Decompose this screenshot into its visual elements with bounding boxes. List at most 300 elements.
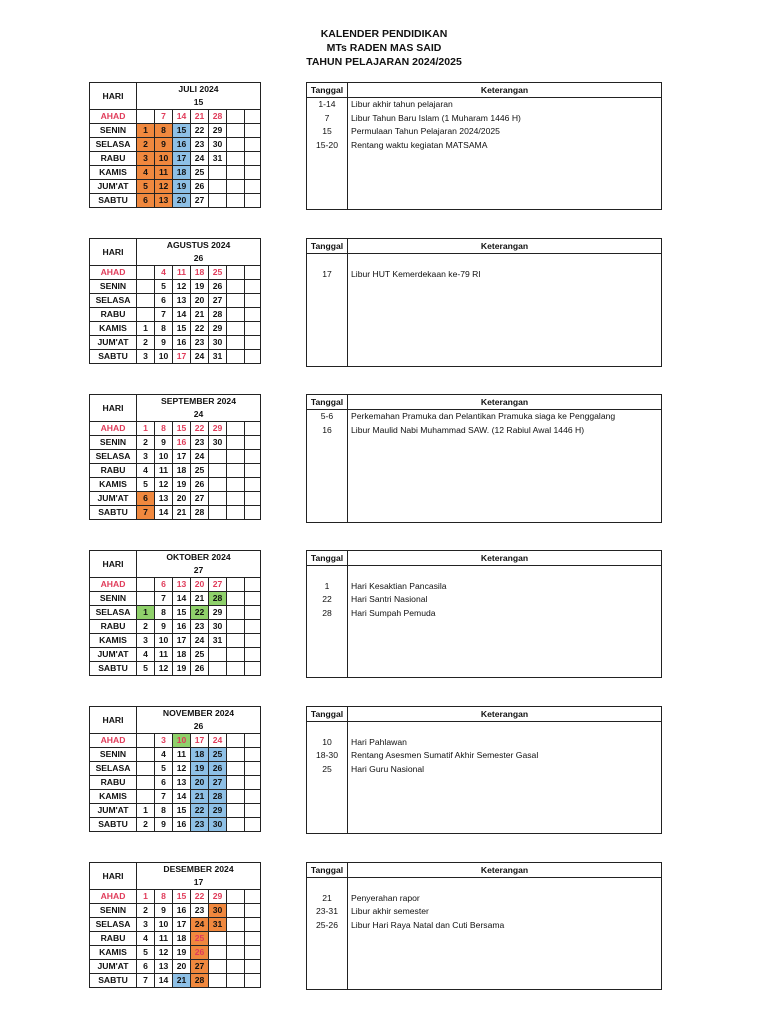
note-date: 5-6 [307, 410, 348, 424]
notes-filler [348, 932, 662, 990]
month-block [0, 862, 768, 998]
day-name: JUM'AT [90, 648, 137, 662]
note-date: 21 [307, 892, 348, 906]
date-cell: 16 [173, 436, 191, 450]
date-cell [209, 166, 227, 180]
date-cell [227, 904, 245, 918]
note-text [348, 566, 662, 580]
date-cell: 10 [155, 634, 173, 648]
date-cell: 27 [191, 960, 209, 974]
date-cell: 13 [155, 960, 173, 974]
date-cell [209, 180, 227, 194]
date-cell: 15 [173, 322, 191, 336]
date-cell: 2 [137, 904, 155, 918]
date-cell [137, 592, 155, 606]
date-cell: 5 [137, 478, 155, 492]
day-name: SABTU [90, 194, 137, 208]
date-cell-empty [245, 578, 261, 592]
hari-header: HARI [90, 239, 137, 266]
date-cell: 27 [191, 492, 209, 506]
date-cell [227, 748, 245, 762]
date-cell: 20 [173, 194, 191, 208]
date-cell: 30 [209, 436, 227, 450]
date-cell: 8 [155, 890, 173, 904]
date-cell: 18 [173, 464, 191, 478]
tanggal-header: Tanggal [307, 551, 348, 566]
month-block [0, 706, 768, 842]
note-text: Libur HUT Kemerdekaan ke-79 RI [348, 268, 662, 282]
date-cell: 30 [209, 818, 227, 832]
keterangan-header: Keterangan [348, 83, 662, 98]
date-cell: 23 [191, 336, 209, 350]
tanggal-header: Tanggal [307, 239, 348, 254]
date-cell-empty [245, 464, 261, 478]
note-date: 15-20 [307, 139, 348, 153]
note-text: Hari Santri Nasional [348, 593, 662, 607]
date-cell: 27 [191, 194, 209, 208]
month-name: AGUSTUS 2024 [137, 239, 261, 253]
date-cell-empty [245, 194, 261, 208]
notes-table [306, 550, 662, 678]
date-cell: 28 [209, 790, 227, 804]
day-name: AHAD [90, 266, 137, 280]
note-text: Hari Pahlawan [348, 736, 662, 750]
effective-days: 17 [137, 876, 261, 890]
date-cell: 9 [155, 818, 173, 832]
date-cell: 13 [173, 294, 191, 308]
date-cell: 26 [209, 762, 227, 776]
date-cell-empty [245, 790, 261, 804]
date-cell: 27 [209, 578, 227, 592]
date-cell: 2 [137, 138, 155, 152]
notes-filler [348, 281, 662, 367]
date-cell: 26 [191, 662, 209, 676]
note-text: Hari Kesaktian Pancasila [348, 580, 662, 594]
date-cell-empty [245, 762, 261, 776]
date-cell [227, 336, 245, 350]
note-text: Libur Hari Raya Natal dan Cuti Bersama [348, 919, 662, 933]
date-cell: 1 [137, 890, 155, 904]
day-name: SENIN [90, 124, 137, 138]
date-cell [227, 308, 245, 322]
month-block [0, 238, 768, 374]
header-school: MTs RADEN MAS SAID [326, 42, 442, 54]
month-block [0, 82, 768, 218]
date-cell [227, 776, 245, 790]
date-cell [227, 890, 245, 904]
date-cell: 17 [173, 152, 191, 166]
date-cell: 21 [191, 110, 209, 124]
date-cell: 26 [209, 280, 227, 294]
date-cell: 23 [191, 138, 209, 152]
date-cell-empty [245, 734, 261, 748]
date-cell: 10 [155, 350, 173, 364]
calendar-table [89, 862, 261, 988]
keterangan-header: Keterangan [348, 551, 662, 566]
date-cell: 22 [191, 890, 209, 904]
date-cell: 14 [173, 790, 191, 804]
date-cell: 4 [155, 266, 173, 280]
date-cell-empty [245, 634, 261, 648]
date-cell: 11 [173, 748, 191, 762]
day-name: RABU [90, 308, 137, 322]
notes-filler [307, 281, 348, 367]
date-cell: 6 [137, 960, 155, 974]
date-cell: 24 [209, 734, 227, 748]
date-cell: 15 [173, 422, 191, 436]
date-cell: 16 [173, 818, 191, 832]
date-cell [227, 818, 245, 832]
date-cell [227, 294, 245, 308]
date-cell-empty [245, 450, 261, 464]
date-cell: 29 [209, 422, 227, 436]
date-cell: 19 [191, 762, 209, 776]
date-cell: 1 [137, 606, 155, 620]
note-text: Penyerahan rapor [348, 892, 662, 906]
day-name: JUM'AT [90, 180, 137, 194]
date-cell: 14 [173, 110, 191, 124]
day-name: RABU [90, 464, 137, 478]
date-cell-empty [245, 436, 261, 450]
date-cell [227, 648, 245, 662]
effective-days: 15 [137, 96, 261, 110]
day-name: SENIN [90, 280, 137, 294]
date-cell: 6 [137, 194, 155, 208]
date-cell: 30 [209, 620, 227, 634]
day-name: AHAD [90, 890, 137, 904]
date-cell [209, 194, 227, 208]
date-cell: 23 [191, 620, 209, 634]
date-cell: 12 [155, 662, 173, 676]
note-date: 10 [307, 736, 348, 750]
note-date: 16 [307, 424, 348, 438]
day-name: SENIN [90, 592, 137, 606]
day-name: SELASA [90, 294, 137, 308]
date-cell: 7 [155, 110, 173, 124]
date-cell: 17 [173, 918, 191, 932]
date-cell: 13 [173, 578, 191, 592]
header-year: TAHUN PELAJARAN 2024/2025 [306, 56, 462, 68]
date-cell: 30 [209, 904, 227, 918]
date-cell-empty [245, 294, 261, 308]
date-cell [227, 578, 245, 592]
date-cell: 15 [173, 606, 191, 620]
date-cell: 12 [173, 280, 191, 294]
calendar-table [89, 238, 261, 364]
date-cell: 7 [155, 308, 173, 322]
hari-header: HARI [90, 395, 137, 422]
date-cell [227, 110, 245, 124]
day-name: KAMIS [90, 166, 137, 180]
date-cell [227, 592, 245, 606]
date-cell: 31 [209, 152, 227, 166]
month-block [0, 394, 768, 530]
day-name: SELASA [90, 138, 137, 152]
date-cell: 25 [191, 166, 209, 180]
date-cell [137, 308, 155, 322]
date-cell-empty [245, 620, 261, 634]
date-cell: 12 [155, 478, 173, 492]
day-name: AHAD [90, 422, 137, 436]
date-cell-empty [245, 904, 261, 918]
date-cell: 25 [209, 748, 227, 762]
day-name: SABTU [90, 818, 137, 832]
date-cell: 13 [173, 776, 191, 790]
date-cell: 4 [137, 648, 155, 662]
date-cell-empty [245, 138, 261, 152]
date-cell [137, 110, 155, 124]
date-cell [137, 280, 155, 294]
calendar-table [89, 394, 261, 520]
date-cell: 22 [191, 124, 209, 138]
date-cell-empty [245, 648, 261, 662]
date-cell: 29 [209, 322, 227, 336]
date-cell-empty [245, 308, 261, 322]
day-name: KAMIS [90, 322, 137, 336]
date-cell [227, 634, 245, 648]
date-cell-empty [245, 422, 261, 436]
date-cell: 29 [209, 606, 227, 620]
keterangan-header: Keterangan [348, 707, 662, 722]
notes-filler [348, 437, 662, 523]
date-cell: 21 [191, 308, 209, 322]
date-cell: 5 [137, 180, 155, 194]
date-cell [227, 422, 245, 436]
date-cell: 8 [155, 322, 173, 336]
keterangan-header: Keterangan [348, 239, 662, 254]
date-cell-empty [245, 280, 261, 294]
hari-header: HARI [90, 551, 137, 578]
date-cell: 12 [155, 180, 173, 194]
date-cell [209, 974, 227, 988]
day-name: JUM'AT [90, 336, 137, 350]
date-cell: 21 [173, 974, 191, 988]
date-cell: 20 [173, 960, 191, 974]
date-cell [137, 294, 155, 308]
notes-table [306, 862, 662, 990]
date-cell: 19 [173, 946, 191, 960]
date-cell [209, 506, 227, 520]
date-cell: 16 [173, 336, 191, 350]
date-cell [227, 266, 245, 280]
date-cell: 21 [173, 506, 191, 520]
date-cell: 24 [191, 152, 209, 166]
date-cell-empty [245, 946, 261, 960]
date-cell [209, 492, 227, 506]
date-cell-empty [245, 776, 261, 790]
date-cell: 26 [191, 478, 209, 492]
date-cell: 19 [173, 180, 191, 194]
date-cell: 20 [191, 776, 209, 790]
note-date: 28 [307, 607, 348, 621]
date-cell [209, 648, 227, 662]
date-cell [137, 748, 155, 762]
note-text: Hari Sumpah Pemuda [348, 607, 662, 621]
note-text: Libur Tahun Baru Islam (1 Muharam 1446 H) [348, 112, 662, 126]
date-cell: 12 [155, 946, 173, 960]
date-cell [227, 620, 245, 634]
date-cell: 8 [155, 124, 173, 138]
day-name: JUM'AT [90, 804, 137, 818]
date-cell: 26 [191, 180, 209, 194]
date-cell: 18 [191, 748, 209, 762]
note-text [348, 878, 662, 892]
date-cell: 14 [155, 506, 173, 520]
date-cell: 24 [191, 634, 209, 648]
date-cell: 8 [155, 606, 173, 620]
keterangan-header: Keterangan [348, 863, 662, 878]
date-cell: 15 [173, 890, 191, 904]
notes-filler [307, 152, 348, 210]
date-cell: 10 [173, 734, 191, 748]
day-name: SABTU [90, 662, 137, 676]
tanggal-header: Tanggal [307, 707, 348, 722]
date-cell: 19 [191, 280, 209, 294]
hari-header: HARI [90, 863, 137, 890]
note-date [307, 878, 348, 892]
note-text: Libur akhir tahun pelajaran [348, 98, 662, 112]
note-text: Hari Guru Nasional [348, 763, 662, 777]
date-cell-empty [245, 592, 261, 606]
date-cell: 16 [173, 904, 191, 918]
date-cell-empty [245, 804, 261, 818]
date-cell: 1 [137, 804, 155, 818]
day-name: SABTU [90, 350, 137, 364]
effective-days: 26 [137, 252, 261, 266]
date-cell: 30 [209, 336, 227, 350]
date-cell [227, 918, 245, 932]
date-cell: 2 [137, 818, 155, 832]
day-name: AHAD [90, 110, 137, 124]
date-cell: 7 [155, 592, 173, 606]
date-cell: 29 [209, 124, 227, 138]
date-cell: 31 [209, 918, 227, 932]
calendar-table [89, 706, 261, 832]
date-cell [227, 762, 245, 776]
date-cell: 5 [155, 280, 173, 294]
date-cell: 11 [155, 166, 173, 180]
date-cell: 3 [137, 634, 155, 648]
note-date [307, 566, 348, 580]
day-name: RABU [90, 620, 137, 634]
notes-filler [348, 776, 662, 834]
date-cell [227, 974, 245, 988]
date-cell: 18 [191, 266, 209, 280]
date-cell: 28 [191, 974, 209, 988]
date-cell-empty [245, 818, 261, 832]
date-cell: 16 [173, 620, 191, 634]
day-name: SABTU [90, 506, 137, 520]
date-cell: 22 [191, 422, 209, 436]
date-cell: 22 [191, 606, 209, 620]
date-cell: 28 [209, 110, 227, 124]
date-cell: 16 [173, 138, 191, 152]
tanggal-header: Tanggal [307, 863, 348, 878]
date-cell [227, 804, 245, 818]
date-cell-empty [245, 124, 261, 138]
date-cell-empty [245, 322, 261, 336]
date-cell [227, 790, 245, 804]
date-cell [137, 762, 155, 776]
date-cell-empty [245, 606, 261, 620]
document-header [0, 27, 768, 69]
date-cell [227, 322, 245, 336]
date-cell [227, 138, 245, 152]
header-title: KALENDER PENDIDIKAN [320, 28, 448, 40]
date-cell [227, 478, 245, 492]
date-cell: 10 [155, 918, 173, 932]
day-name: KAMIS [90, 478, 137, 492]
date-cell: 25 [209, 266, 227, 280]
date-cell-empty [245, 748, 261, 762]
date-cell-empty [245, 478, 261, 492]
date-cell: 5 [155, 762, 173, 776]
date-cell-empty [245, 974, 261, 988]
date-cell: 3 [155, 734, 173, 748]
date-cell: 9 [155, 620, 173, 634]
date-cell [209, 946, 227, 960]
date-cell-empty [245, 960, 261, 974]
date-cell: 25 [191, 464, 209, 478]
date-cell: 19 [173, 662, 191, 676]
date-cell: 29 [209, 804, 227, 818]
date-cell: 2 [137, 436, 155, 450]
date-cell: 24 [191, 450, 209, 464]
date-cell: 14 [155, 974, 173, 988]
date-cell-empty [245, 152, 261, 166]
date-cell: 17 [191, 734, 209, 748]
date-cell [227, 194, 245, 208]
date-cell: 4 [155, 748, 173, 762]
notes-filler [307, 437, 348, 523]
notes-filler [307, 620, 348, 678]
date-cell-empty [245, 662, 261, 676]
notes-filler [348, 152, 662, 210]
date-cell [227, 436, 245, 450]
date-cell [227, 506, 245, 520]
date-cell: 1 [137, 124, 155, 138]
date-cell: 9 [155, 436, 173, 450]
hari-header: HARI [90, 707, 137, 734]
note-text: Libur akhir semester [348, 905, 662, 919]
date-cell: 3 [137, 450, 155, 464]
date-cell: 1 [137, 422, 155, 436]
date-cell: 8 [155, 804, 173, 818]
date-cell [209, 464, 227, 478]
date-cell: 18 [173, 932, 191, 946]
date-cell: 20 [191, 294, 209, 308]
date-cell [137, 578, 155, 592]
notes-table [306, 82, 662, 210]
date-cell: 15 [173, 804, 191, 818]
date-cell: 3 [137, 918, 155, 932]
date-cell: 15 [173, 124, 191, 138]
note-date [307, 254, 348, 268]
month-block [0, 550, 768, 686]
tanggal-header: Tanggal [307, 395, 348, 410]
date-cell: 11 [155, 464, 173, 478]
month-name: OKTOBER 2024 [137, 551, 261, 565]
day-name: SENIN [90, 436, 137, 450]
date-cell: 31 [209, 634, 227, 648]
date-cell: 20 [191, 578, 209, 592]
date-cell: 17 [173, 450, 191, 464]
day-name: AHAD [90, 734, 137, 748]
day-name: SENIN [90, 748, 137, 762]
day-name: KAMIS [90, 946, 137, 960]
date-cell: 8 [155, 422, 173, 436]
date-cell: 19 [173, 478, 191, 492]
